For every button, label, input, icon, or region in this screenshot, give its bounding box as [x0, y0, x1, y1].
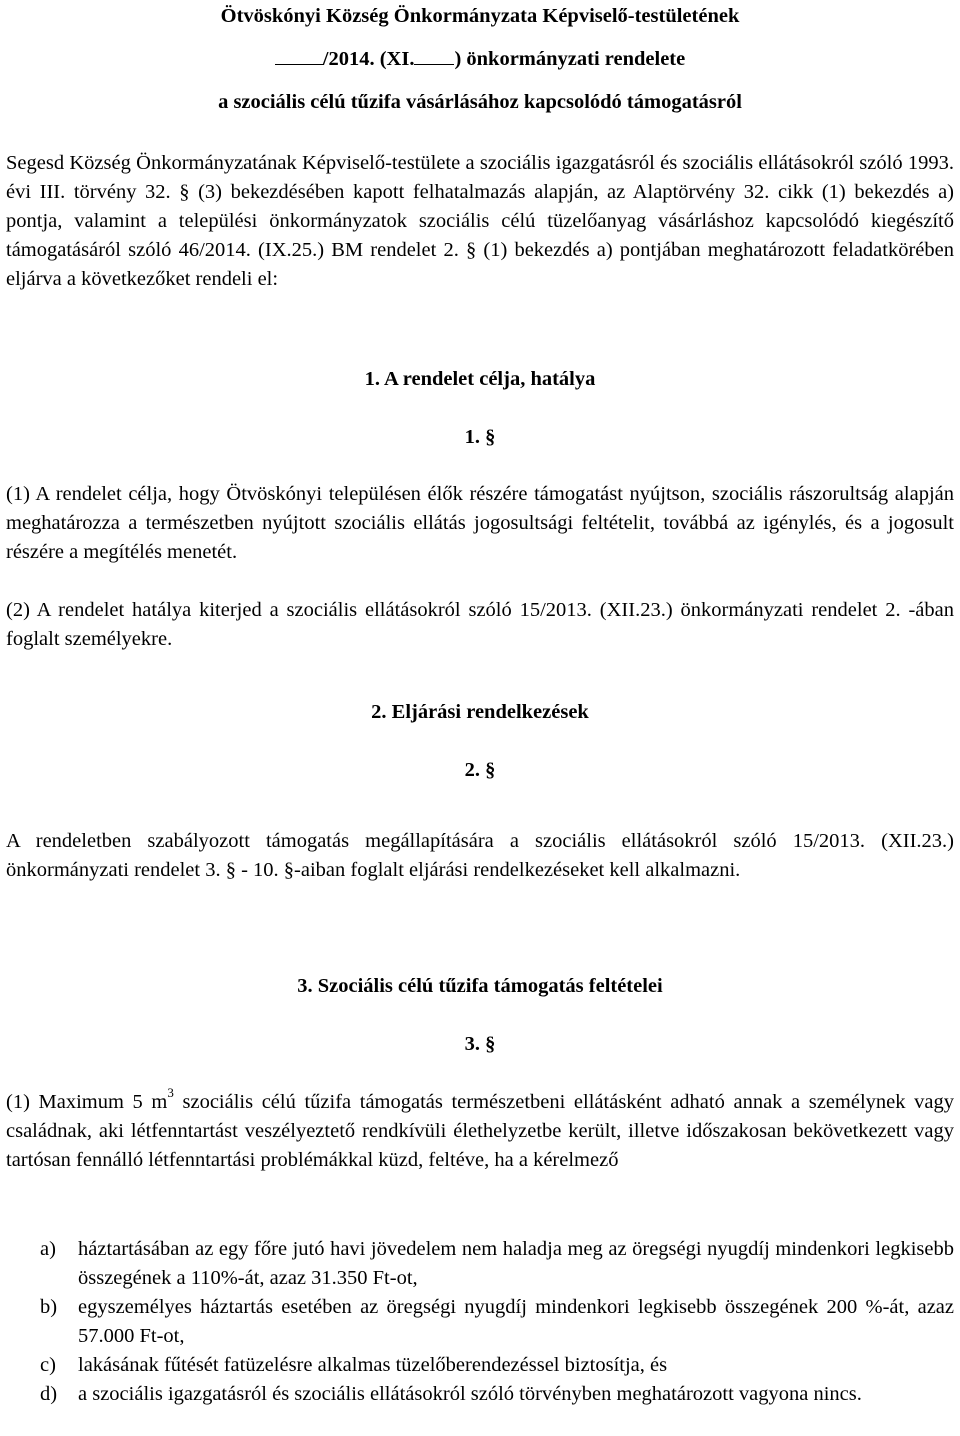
- section-3-paragraph-1: (1) Maximum 5 $m^3$ szociális célú tűzifa támogatás természetbeni ellátásként adható annak a személynek vagy családnak, aki létfenntartást veszélyeztető rendkívüli élethelyzetbe került, illetve időszakosan bekövetkezett vagy tartósan fennálló létfenntartási problémákkal küzd, feltéve, ha a kérelmező: [6, 1085, 954, 1171]
- list-item-text: háztartásában az egy főre jutó havi jövedelem nem haladja meg az öregségi nyugdíj mindenkori legkisebb összegének a 110%-át, azaz 31.350 Ft-ot,: [78, 1238, 954, 1289]
- list-item-text: egyszemélyes háztartás esetében az öregségi nyugdíj mindenkori legkisebb összegének 200 %-át, azaz 57.000 Ft-ot,: [78, 1296, 954, 1347]
- section-1-title: 1. A rendelet célja, hatálya: [364, 368, 596, 390]
- blank-number-field: [275, 46, 323, 65]
- section-1-paragraph-number: 1. §: [464, 426, 496, 448]
- list-item-label: a): [40, 1238, 56, 1260]
- section-3-title: 3. Szociális célú tűzifa támogatás feltételei: [297, 975, 663, 997]
- conditions-list: [40, 1235, 954, 1409]
- list-item-label: b): [40, 1296, 58, 1318]
- header-line-2: [6, 45, 954, 74]
- header-line-3: [6, 88, 954, 117]
- section-2-paragraph-number: 2. §: [464, 759, 496, 781]
- list-item: [40, 1293, 954, 1351]
- blank-date-field: [414, 46, 454, 65]
- header-line-1: [6, 2, 954, 31]
- preamble: Segesd Község Önkormányzatának Képviselő-testülete a szociális igazgatásról és szociális ellátásokról szóló 1993. évi III. törvény 32. § (3) bekezdésében kapott felhatalmazás alapján, az Alaptörvény 32. cikk (1) bekezdés a) pontja, valamint a települési önkormányzatok szociális célú tüzelőanyag vásárláshoz kapcsolódó kiegészítő támogatásáról szóló 46/2014. (IX.25.) BM rendelet 2. § (1) bekezdés a) pontjában meghatározott feladatkörében eljárva a következőket rendeli el:: [6, 152, 954, 290]
- list-item: [40, 1380, 954, 1409]
- list-item-text: lakásának fűtését fatüzelésre alkalmas tüzelőberendezéssel biztosítja, és: [78, 1354, 668, 1376]
- section-2-paragraph-1: A rendeletben szabályozott támogatás megállapítására a szociális ellátásokról szóló 15/2013. (XII.23.) önkormányzati rendelet 3. § - 10. §-aiban foglalt eljárási rendelkezéseket kell alkalmazni.: [6, 830, 954, 881]
- list-item: [40, 1235, 954, 1293]
- header-decree-part: ) önkormányzati rendelete: [454, 48, 686, 70]
- list-item-label: d): [40, 1383, 58, 1405]
- superscript-cubic: 3: [167, 1085, 174, 1101]
- section-2-title: 2. Eljárási rendelkezések: [371, 701, 589, 723]
- list-item: [40, 1351, 954, 1380]
- list-item-label: c): [40, 1354, 56, 1376]
- header-date-part: /2014. (XI.: [322, 48, 415, 70]
- section-3-paragraph-number: 3. §: [464, 1033, 496, 1055]
- section-1-paragraph-2: (2) A rendelet hatálya kiterjed a szociális ellátásokról szóló 15/2013. (XII.23.) önkormányzati rendelet 2. -ában foglalt személyekre.: [6, 599, 954, 650]
- header-subject: a szociális célú tűzifa vásárlásához kapcsolódó támogatásról: [218, 91, 742, 113]
- header-title: Ötvöskónyi Község Önkormányzata Képviselő-testületének: [220, 5, 740, 27]
- section-1-paragraph-1: (1) A rendelet célja, hogy Ötvöskónyi településen élők részére támogatást nyújtson, szociális rászorultság alapján meghatározza a természetben nyújtott szociális ellátás jogosultsági feltételit, továbbá az igénylés, és a jogosult részére a megítélés menetét.: [6, 483, 954, 563]
- list-item-text: a szociális igazgatásról és szociális ellátásokról szóló törvényben meghatározott vagyona nincs.: [78, 1383, 862, 1405]
